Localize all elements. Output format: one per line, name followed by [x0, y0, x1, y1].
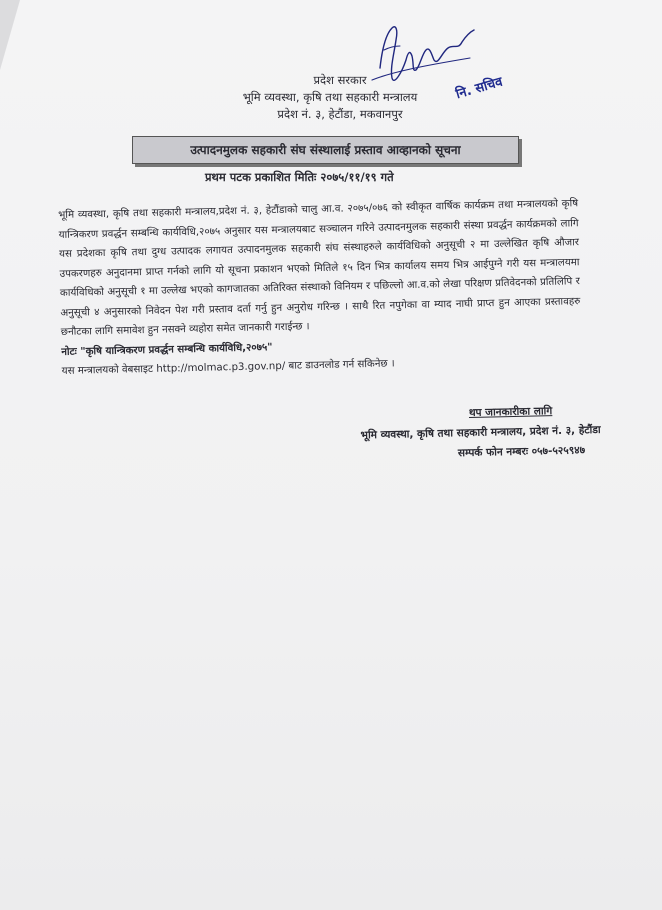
website-line: यस मन्त्रालयको वेबसाइट http://molmac.p3.gov.np/ बाट डाउनलोड गर्न सकिनेछ । [61, 358, 395, 377]
body-paragraph: भूमि व्यवस्था, कृषि तथा सहकारी मन्त्रालय,प्रदेश नं. ३, हेटौंडाको चालु आ.व. २०७५/०७६ को स्वीकृत वार्षिक कार्यक्रम तथा मन्त्रालयको कृषि यान्त्रिकरण प्रवर्द्धन सम्बन्धि कार्यविधि,२०७५ अनुसार यस मन्त्रालयबाट सञ्चालन गरिने उत्पादनमुलक सहकारी संस्था प्रवर्द्धन कार्यक्रमको लागि यस प्रदेशका कृषि तथा दुग्ध उत्पादक लगायत उत्पादनमुलक सहकारी संघ संस्थाहरुले कार्यविधिको अनुसूची २ मा उल्लेखित कृषि औजार उपकरणहरु अनुदानमा प्राप्त गर्नको लागि यो सूचना प्रकाशन भएको मितिले १५ दिन भित्र कार्यालय समय भित्र आईपुग्ने गरी यस मन्त्रालयमा कार्यविधिको अनुसूची १ मा उल्लेख भएको कागजातका अतिरिक्त संस्थाको विनियम र पछिल्लो आ.व.को लेखा परिक्षण प्रतिवेदनको प्रतिलिपि र अनुसूची ४ अनुसारको निवेदन पेश गरी प्रस्ताव दर्ता गर्नु हुन अनुरोध गरिन्छ । साथै रित नपुगेका वा म्याद नाघी प्राप्त हुन आएका प्रस्तावहरु छनौटका लागि समावेश हुन नसक्ने व्यहोरा समेत जानकारी गराईन्छ । [58, 198, 581, 338]
contact-info [330, 400, 601, 466]
note-line: नोटः "कृषि यान्त्रिकरण प्रवर्द्धन सम्बन्धि कार्यविधि,२०७५" [61, 341, 273, 358]
header-address: प्रदेश नं. ३, हेटौंडा, मकवानपुर [277, 107, 403, 121]
header-ministry: भूमि व्यवस्था, कृषि तथा सहकारी मन्त्रालय [242, 90, 418, 104]
notice-body [58, 194, 582, 381]
published-date: प्रथम पटक प्रकाशित मितिः २०७५/११/१९ गते [205, 170, 394, 184]
contact-phone: सम्पर्क फोन नम्बरः ०५७-५२५९४७ [457, 444, 586, 460]
notice-title: उत्पादनमुलक सहकारी संघ संस्थालाई प्रस्ताव आव्हानको सूचना [132, 136, 519, 164]
letterhead [200, 72, 460, 123]
contact-heading: थप जानकारीका लागि [468, 405, 553, 419]
signatory-title: नि. सचिव [454, 74, 505, 103]
header-government: प्रदेश सरकार [313, 73, 367, 87]
contact-office: भूमि व्यवस्था, कृषि तथा सहकारी मन्त्रालय, प्रदेश नं. ३, हेटौंडा [360, 423, 601, 442]
paper-fold [0, 0, 20, 70]
